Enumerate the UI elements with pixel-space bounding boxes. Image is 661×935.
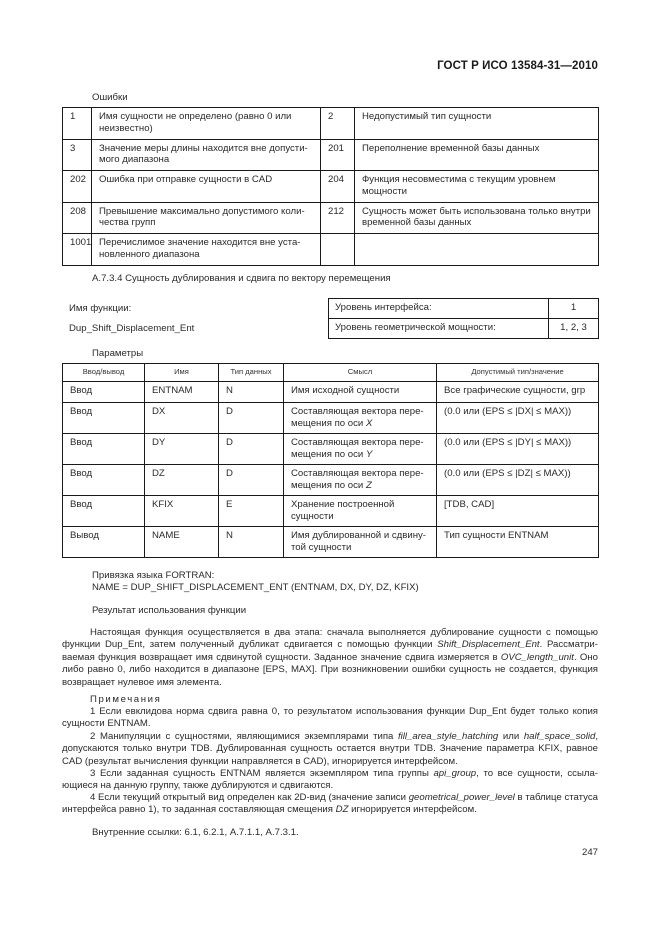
error-code: 208: [63, 202, 92, 234]
errors-caption: Ошибки: [92, 92, 128, 103]
error-code: 2: [321, 108, 355, 140]
param-meaning: [284, 465, 437, 496]
text-span: 3 Если заданная сущность ENTNAM является экземпляром типа группы: [90, 768, 434, 779]
table-row: [329, 299, 599, 319]
param-io: Ввод: [63, 382, 145, 403]
function-name-label: Имя функции:: [69, 303, 132, 314]
param-type: E: [219, 496, 284, 527]
function-name-value: Dup_Shift_Displacement_Ent: [69, 323, 195, 334]
text-span: . Оно либо равно 0, либо находится в диапазоне [EPS, MAX]. При возникновении ошибки сущность не создается, функция возвращает нулевое имя элемента.: [62, 651, 598, 688]
error-code: 1: [63, 108, 92, 140]
result-heading: Результат использования функции: [92, 605, 247, 616]
param-name: NAME: [145, 527, 219, 558]
text-span: Настоящая функция осуществляется в два этапа: сначала выполняется дублирование сущности с помощью функции Dup_Ent, затем полученный дубликат сдвигается с помощью функции: [62, 627, 598, 651]
error-description: Значение меры длины находится вне допусти-мого диапазона: [92, 139, 321, 171]
param-allowed: (0.0 или (EPS ≤ |DX| ≤ MAX)): [437, 403, 599, 434]
error-code: 201: [321, 139, 355, 171]
error-description: Ошибка при отправке сущности в CAD: [92, 171, 321, 203]
param-meaning: [284, 434, 437, 465]
column-header: Тип данных: [219, 364, 284, 382]
param-io: Ввод: [63, 434, 145, 465]
table-row: [63, 382, 599, 403]
fortran-binding-code: NAME = DUP_SHIFT_DISPLACEMENT_ENT (ENTNAM, DX, DY, DZ, KFIX): [92, 582, 419, 593]
table-row: [63, 171, 599, 203]
table-header-row: [63, 364, 599, 382]
error-description: Превышение максимально допустимого коли-чества групп: [92, 202, 321, 234]
interface-level-value: 1: [549, 299, 599, 319]
text-span: 2 Манипуляции с сущностями, являющимися экземплярами типа: [90, 731, 398, 742]
param-type: D: [219, 403, 284, 434]
column-header: Смысл: [284, 364, 437, 382]
text-span: или: [498, 731, 524, 742]
parameters-table: [62, 363, 599, 558]
note-1: 1 Если евклидова норма сдвига равна 0, то результатом использования функции Dup_Ent будет только копия сущности ENTNAM.: [62, 706, 598, 730]
param-io: Ввод: [63, 403, 145, 434]
error-code: 1001: [63, 234, 92, 266]
unit-name-italic: OVC_length_unit: [500, 651, 574, 663]
note-4: [62, 792, 598, 817]
column-header: Имя: [145, 364, 219, 382]
param-name: KFIX: [145, 496, 219, 527]
text-span: в таблице статуса интерфейса равно 1), то заданная составляющая смещения: [62, 792, 598, 816]
error-code: 3: [63, 139, 92, 171]
error-description: Перечислимое значение находится вне уста-новленного диапазона: [92, 234, 321, 266]
error-code: 202: [63, 171, 92, 203]
param-type: D: [219, 465, 284, 496]
text-span: , допускаются только внутри TDB. Дублированная сущность остается внутри TDB. Значение параметра KFIX, равное CAD (результат вычисления функции направляется в CAD), игнорируется интерфейсом.: [62, 731, 598, 767]
function-name-italic: Shift_Displacement_Ent: [437, 639, 540, 651]
error-code: 212: [321, 202, 355, 234]
internal-references: Внутренние ссылки: 6.1, 6.2.1, А.7.1.1, А.7.3.1.: [92, 827, 299, 838]
param-allowed: [TDB, CAD]: [437, 496, 599, 527]
table-row: [329, 319, 599, 339]
field-name-italic: geometrical_power_level: [408, 792, 515, 803]
note-2: [62, 731, 598, 768]
column-header: Допустимый тип/значение: [437, 364, 599, 382]
meaning-text: Составляющая вектора пере-мещения по оси: [291, 437, 424, 460]
param-allowed: Тип сущности ENTNAM: [437, 527, 599, 558]
param-io: Ввод: [63, 496, 145, 527]
param-name: DX: [145, 403, 219, 434]
param-name: ENTNAM: [145, 382, 219, 403]
text-span: . Рассматри-ваемая функция возвращает имя сдвинутой сущности. Заданное значение сдвига измеряется в: [62, 639, 598, 663]
interface-level-table: [328, 298, 599, 339]
table-row: [63, 139, 599, 171]
geometric-level-label: Уровень геометрической мощности:: [329, 319, 549, 339]
error-description: [355, 234, 599, 266]
table-row: [63, 108, 599, 140]
error-description: Функция несовместима с текущим уровнем мощности: [355, 171, 599, 203]
type-name-italic: fill_area_style_hatching: [398, 731, 499, 742]
page-number: 247: [581, 847, 598, 858]
table-row: [63, 465, 599, 496]
error-code: 204: [321, 171, 355, 203]
document-header-title: ГОСТ Р ИСО 13584-31—2010: [437, 60, 598, 72]
param-type: D: [219, 434, 284, 465]
section-heading: А.7.3.4 Сущность дублирования и сдвига по вектору перемещения: [92, 273, 391, 284]
axis-label: Z: [365, 479, 372, 491]
fortran-binding-label: Привязка языка FORTRAN:: [92, 570, 215, 581]
column-header: Ввод/вывод: [63, 364, 145, 382]
param-meaning: Имя дублированной и сдвину-той сущности: [284, 527, 437, 558]
text-span: 4 Если текущий открытый вид определен как 2D-вид (значение записи: [90, 792, 409, 803]
type-name-italic: half_space_solid: [523, 731, 596, 742]
error-code: [321, 234, 355, 266]
meaning-text: Составляющая вектора пере-мещения по оси: [291, 468, 424, 491]
param-meaning: [284, 403, 437, 434]
param-name: DZ: [145, 465, 219, 496]
error-description: Переполнение временной базы данных: [355, 139, 599, 171]
param-io: Вывод: [63, 527, 145, 558]
text-span: игнорируется интерфейсом.: [348, 804, 477, 816]
param-meaning: Хранение построенной сущности: [284, 496, 437, 527]
interface-level-label: Уровень интерфейса:: [329, 299, 549, 319]
param-meaning: Имя исходной сущности: [284, 382, 437, 403]
axis-label: X: [365, 417, 373, 429]
table-row: [63, 527, 599, 558]
param-allowed: Все графические сущности, grp: [437, 382, 599, 403]
param-name: DY: [145, 434, 219, 465]
table-row: [63, 434, 599, 465]
notes-heading: Примечания: [90, 694, 162, 705]
param-type: N: [219, 382, 284, 403]
table-row: [63, 202, 599, 234]
result-paragraph: [62, 627, 598, 689]
meaning-text: Составляющая вектора пере-мещения по оси: [291, 406, 424, 429]
errors-table: [62, 107, 599, 266]
text-span: , то все сущности, ссыла-ющиеся на данную группу, также дублируются и сдвигаются.: [62, 768, 598, 792]
axis-label: Y: [365, 448, 373, 460]
note-3: [62, 768, 598, 793]
param-name-italic: DZ: [335, 804, 349, 816]
error-description: Недопустимый тип сущности: [355, 108, 599, 140]
geometric-level-value: 1, 2, 3: [549, 319, 599, 339]
error-description: Имя сущности не определено (равно 0 или неизвестно): [92, 108, 321, 140]
type-name-italic: api_group: [433, 768, 477, 779]
param-io: Ввод: [63, 465, 145, 496]
param-allowed: (0.0 или (EPS ≤ |DY| ≤ MAX)): [437, 434, 599, 465]
error-description: Сущность может быть использована только внутри временной базы данных: [355, 202, 599, 234]
table-row: [63, 234, 599, 266]
param-type: N: [219, 527, 284, 558]
table-row: [63, 403, 599, 434]
table-row: [63, 496, 599, 527]
param-allowed: (0.0 или (EPS ≤ |DZ| ≤ MAX)): [437, 465, 599, 496]
parameters-caption: Параметры: [92, 348, 144, 359]
